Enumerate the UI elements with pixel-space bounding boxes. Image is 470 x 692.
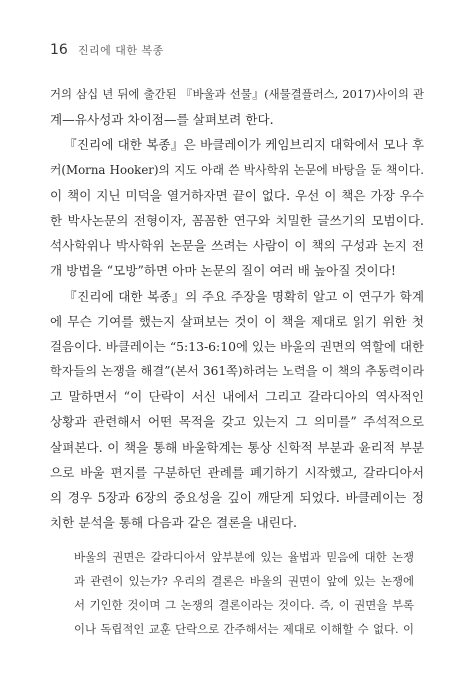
text-line: 이 책이 지닌 미덕을 열거하자면 끝이 없다. 우선 이 책은 가장 우수: [50, 187, 424, 203]
block-quote: [74, 545, 414, 641]
quote-line: 이나 독립적인 교훈 단락으로 간주해서는 제대로 이해할 수 없다. 이: [74, 622, 414, 636]
text-line: 의 경우 5장과 6장의 중요성을 깊이 깨닫게 되었다. 바클레이는 정: [50, 490, 424, 505]
text-line: 고 말하면서 “이 단락이 서신 내에서 그리고 갈라디아의 역사적인: [50, 389, 424, 405]
text-line: 치한 분석을 통해 다음과 같은 결론을 내린다.: [50, 515, 298, 531]
paragraph-3: [50, 284, 424, 536]
text-line: 학자들의 논쟁을 해결”(본서 361쪽)하려는 노력을 이 책의 추동력이라: [50, 364, 424, 379]
text-line: 한 박사논문의 전형이자, 꼼꼼한 연구와 치밀한 글쓰기의 모범이다.: [50, 212, 424, 228]
text-line: 석사학위나 박사학위 논문을 쓰려는 사람이 이 책의 구성과 논지 전: [50, 238, 424, 254]
running-head: 진리에 대한 복종: [77, 44, 164, 57]
text-line: 걸음이다. 바클레이는 “5:13-6:10에 있는 바울의 권면의 역할에 대한: [50, 338, 424, 354]
text-line: 으로 바울 편지를 구분하던 관례를 폐기하기 시작했고, 갈라디아서: [50, 464, 424, 480]
paragraph-1: [50, 82, 424, 132]
paragraph-2: [50, 132, 424, 283]
body-text: [50, 82, 424, 535]
text-line: 거의 삼십 년 뒤에 출간된 『바울과 선물』(새물결플러스, 2017)사이의 관: [50, 87, 424, 101]
text-line: 개 방법을 “모방”하면 아마 논문의 질이 여러 배 높아질 것이다!: [50, 263, 396, 279]
text-line: 살펴본다. 이 책을 통해 바울학계는 통상 신학적 부분과 윤리적 부분: [50, 439, 424, 455]
text-line: 계—유사성과 차이점—를 살펴보려 한다.: [50, 112, 274, 128]
text-line: 『진리에 대한 복종』의 주요 주장을 명확히 알고 이 연구가 학계: [64, 288, 424, 304]
page-header: [50, 42, 164, 58]
quote-line: 서 기인한 것이며 그 논쟁의 결론이라는 것이다. 즉, 이 권면을 부록: [74, 598, 414, 612]
quote-line: 과 관련이 있는가? 우리의 결론은 바울의 권면이 앞에 있는 논쟁에: [74, 574, 414, 588]
text-line: 에 무슨 기여를 했는지 살펴보는 것이 이 책을 제대로 읽기 위한 첫: [50, 313, 424, 329]
page-number: 16: [50, 42, 68, 58]
text-line: 『진리에 대한 복종』은 바클레이가 케임브리지 대학에서 모나 후: [64, 137, 424, 153]
text-line: 커(Morna Hooker)의 지도 아래 쓴 박사학위 논문에 바탕을 둔 책이다.: [50, 162, 424, 177]
text-line: 상황과 관련해서 어떤 목적을 갖고 있는지 그 의미를” 주석적으로: [50, 414, 424, 430]
quote-line: 바울의 권면은 갈라디아서 앞부분에 있는 율법과 믿음에 대한 논쟁: [74, 550, 414, 564]
